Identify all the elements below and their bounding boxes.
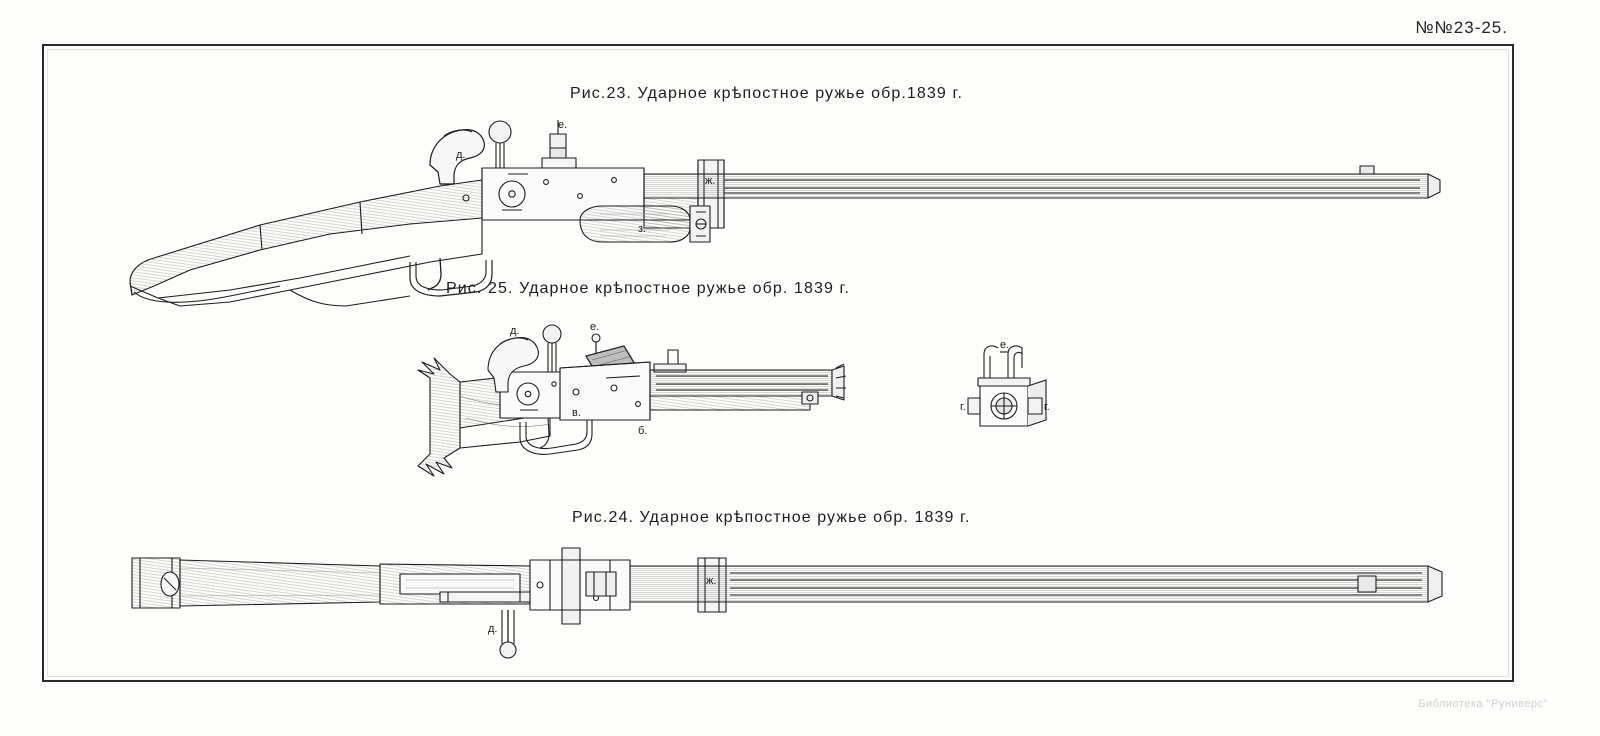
figure-24-caption: Рис.24. Ударное крѣпостное ружье обр. 1839 г.	[572, 509, 971, 526]
figure-25-drawing	[400, 318, 920, 483]
svg-text:д.: д.	[456, 149, 466, 161]
figure-23-caption: Рис.23. Ударное крѣпостное ружье обр.1839 г.	[570, 85, 963, 102]
svg-text:д.: д.	[488, 623, 498, 635]
svg-text:е.: е.	[558, 119, 568, 131]
sight-detail-drawing	[960, 338, 1070, 448]
svg-text:з.: з.	[638, 223, 647, 235]
figure-24-drawing	[110, 540, 1460, 665]
svg-text:д.: д.	[510, 325, 520, 337]
svg-text:г.: г.	[1044, 401, 1050, 413]
svg-text:е.: е.	[1000, 339, 1010, 351]
svg-text:е.: е.	[590, 321, 600, 333]
svg-text:б.: б.	[638, 425, 648, 437]
svg-text:ж.: ж.	[706, 575, 717, 587]
svg-text:ж.: ж.	[705, 175, 716, 187]
plate-number: №№23-25.	[1415, 18, 1508, 37]
library-watermark: Библиотека "Руниверс"	[1418, 698, 1548, 710]
figure-25-caption: Рис. 25. Ударное крѣпостное ружье обр. 1839 г.	[446, 280, 851, 297]
svg-text:в.: в.	[572, 407, 581, 419]
svg-text:г.: г.	[960, 401, 966, 413]
